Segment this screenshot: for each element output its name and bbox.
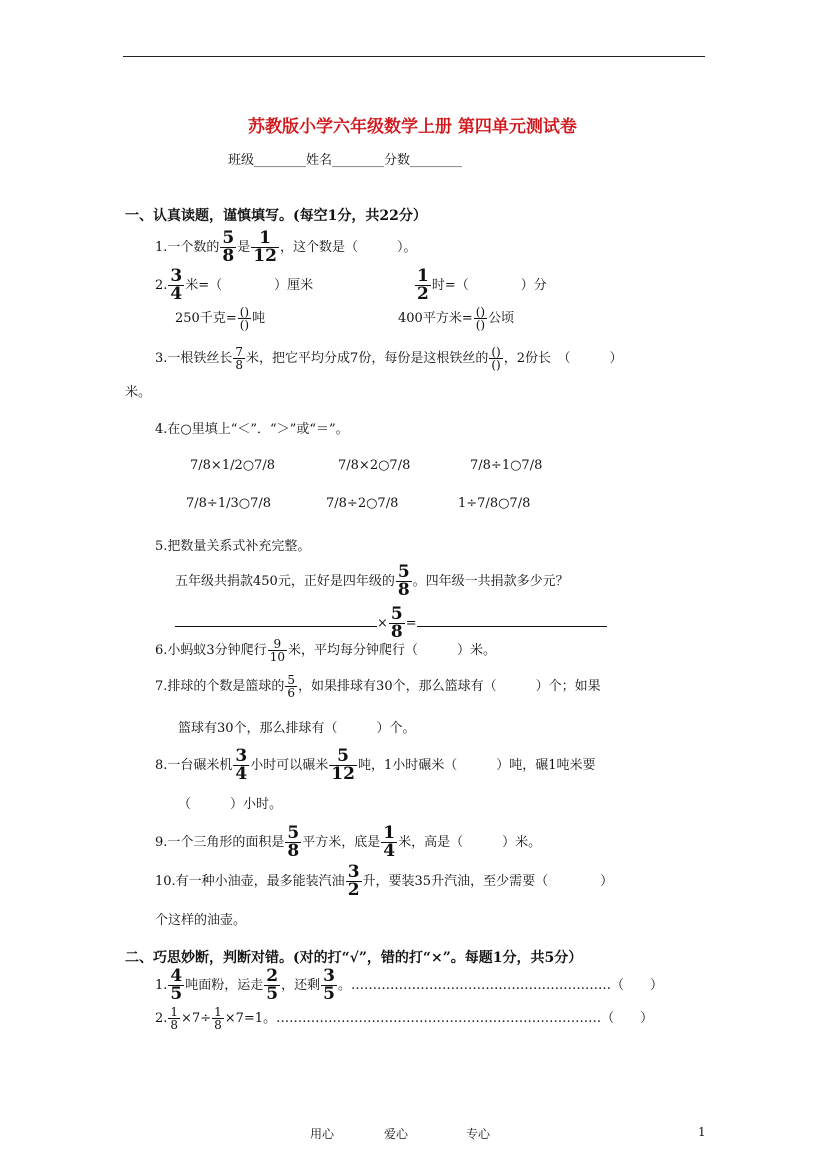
q2-fraction-4: $\frac{()}{()}$	[475, 305, 486, 332]
q2-label: 2.	[155, 278, 168, 293]
question-2d	[398, 306, 514, 331]
q5-fraction-2: $\frac{5}{8}$	[390, 604, 403, 642]
q8-text-2: 小时可以碾米	[250, 758, 329, 773]
section-1-heading: 一、认真读题，谨慎填写。(每空1分，共22分）	[125, 208, 427, 224]
q7-fraction: $\frac{5}{6}$	[287, 673, 296, 700]
footer-word-3: 专心	[466, 1127, 491, 1141]
j2-text: ×7÷	[181, 1011, 212, 1026]
q3-text: 3.一根铁丝长	[155, 351, 233, 366]
question-5-equation	[175, 606, 607, 641]
question-2b	[414, 268, 547, 303]
q1-text-2: 是	[237, 240, 251, 255]
question-3	[155, 346, 622, 371]
q2-fraction-1: $\frac{3}{4}$	[170, 266, 183, 304]
j1-text-2: ，还剩	[281, 978, 321, 993]
question-7-cont: 篮球有30个，那么排球有（ ）个。	[178, 721, 416, 736]
j2-label: 2.	[155, 1011, 168, 1026]
q8-fraction-2: $\frac{5}{12}$	[331, 746, 355, 784]
q10-text-2: 升，要装35升汽油，至少需要（ ）	[362, 874, 614, 889]
j1-text-3: 。……………………………………………………（ ）	[337, 978, 663, 993]
q9-fraction-2: $\frac{1}{4}$	[383, 823, 396, 861]
footer-word-2: 爱心	[384, 1127, 409, 1141]
q5-equals: =	[405, 616, 417, 631]
compare-expr-6: 1÷7/8○7/8	[458, 496, 531, 511]
question-5-problem	[175, 564, 569, 599]
q3-text-3: ，2份长 （ ）	[503, 351, 623, 366]
q2-fraction-2: $\frac{1}{2}$	[417, 266, 429, 304]
q6-text-2: 米，平均每分钟爬行（ ）米。	[287, 643, 496, 658]
q2-text-3: 250千克=	[175, 311, 237, 326]
question-2c	[175, 306, 265, 331]
q6-fraction: $\frac{9}{10}$	[269, 637, 285, 664]
q2-text-1: 米=（ ）厘米	[185, 278, 314, 293]
q1-fraction-2: $\frac{1}{12}$	[253, 228, 277, 266]
judge-question-1	[155, 968, 663, 1003]
q2-text-6: 公顷	[488, 311, 515, 326]
question-7	[155, 674, 601, 699]
j1-text: 吨面粉，运走	[185, 978, 264, 993]
q5-text: 五年级共捐款450元，正好是四年级的	[175, 574, 395, 589]
judge-question-2	[155, 1006, 653, 1031]
footer-word-1: 用心	[310, 1127, 335, 1141]
question-6	[155, 638, 496, 663]
q5-answer-blank-1[interactable]	[175, 626, 377, 627]
q9-fraction-1: $\frac{5}{8}$	[287, 823, 300, 861]
page-title: 苏教版小学六年级数学上册 第四单元测试卷	[248, 117, 577, 137]
q10-text: 10.有一种小油壶，最多能装汽油	[155, 874, 345, 889]
question-9	[155, 825, 541, 860]
q1-text: 1.一个数的	[155, 240, 220, 255]
question-10-cont: 个这样的油壶。	[155, 913, 247, 928]
page-number: 1	[698, 1125, 706, 1139]
q5-fraction: $\frac{5}{8}$	[397, 562, 410, 600]
question-5: 5.把数量关系式补充完整。	[155, 539, 311, 554]
section-2-heading: 二、巧思妙断，判断对错。(对的打“√”，错的打“×”。每题1分，共5分）	[125, 950, 583, 966]
compare-expr-3: 7/8÷1○7/8	[470, 458, 543, 473]
q2-text-2: 时=（ ）分	[431, 278, 547, 293]
j2-fraction-1: $\frac{1}{8}$	[170, 1005, 179, 1032]
question-2a	[155, 268, 313, 303]
compare-expr-2: 7/8×2○7/8	[338, 458, 411, 473]
question-4: 4.在○里填上“＜”．“＞”或“＝”。	[155, 422, 349, 437]
q9-text: 9.一个三角形的面积是	[155, 835, 285, 850]
q2-text-4: 吨	[252, 311, 266, 326]
q8-text: 8.一台碾米机	[155, 758, 233, 773]
compare-expr-5: 7/8÷2○7/8	[326, 496, 399, 511]
q5-answer-blank-2[interactable]	[417, 626, 607, 627]
q3-fraction-2: $\frac{()}{()}$	[491, 345, 501, 372]
q2-text-5: 400平方米=	[398, 311, 473, 326]
q9-text-2: 平方米，底是	[302, 835, 381, 850]
j1-fraction-3: $\frac{3}{5}$	[323, 966, 335, 1004]
question-1	[155, 230, 416, 265]
question-8-cont: （ ）小时。	[178, 797, 283, 812]
q5-times: ×	[377, 616, 388, 631]
q10-fraction: $\frac{3}{2}$	[347, 862, 360, 900]
q3-fraction-1: $\frac{7}{8}$	[235, 345, 244, 372]
q2-fraction-3: $\frac{()}{()}$	[239, 305, 250, 332]
question-10	[155, 864, 613, 899]
j1-fraction-1: $\frac{4}{5}$	[170, 966, 183, 1004]
q8-fraction-1: $\frac{3}{4}$	[235, 746, 248, 784]
q7-text-2: ，如果排球有30个，那么篮球有（ ）个；如果	[298, 679, 601, 694]
q5-text-2: 。四年级一共捐款多少元？	[412, 574, 569, 589]
q3-text-2: 米，把它平均分成7份，每份是这根铁丝的	[246, 351, 489, 366]
compare-expr-4: 7/8÷1/3○7/8	[186, 496, 272, 511]
j1-label: 1.	[155, 978, 168, 993]
compare-expr-1: 7/8×1/2○7/8	[190, 458, 276, 473]
q6-text: 6.小蚂蚁3分钟爬行	[155, 643, 267, 658]
q7-text: 7.排球的个数是篮球的	[155, 679, 285, 694]
question-3-cont: 米。	[125, 385, 152, 400]
q1-fraction-1: $\frac{5}{8}$	[222, 228, 235, 266]
student-info-line: 班级________姓名________分数________	[228, 153, 463, 168]
question-8	[155, 748, 595, 783]
q1-text-3: ，这个数是（ ）。	[279, 240, 417, 255]
j2-text-2: ×7=1。…………………………………………………………………（ ）	[224, 1011, 654, 1026]
j2-fraction-2: $\frac{1}{8}$	[214, 1005, 222, 1032]
header-rule	[123, 56, 705, 57]
j1-fraction-2: $\frac{2}{5}$	[266, 966, 279, 1004]
q8-text-3: 吨，1小时碾米（ ）吨，碾1吨米要	[357, 758, 596, 773]
q9-text-3: 米，高是（ ）米。	[398, 835, 542, 850]
